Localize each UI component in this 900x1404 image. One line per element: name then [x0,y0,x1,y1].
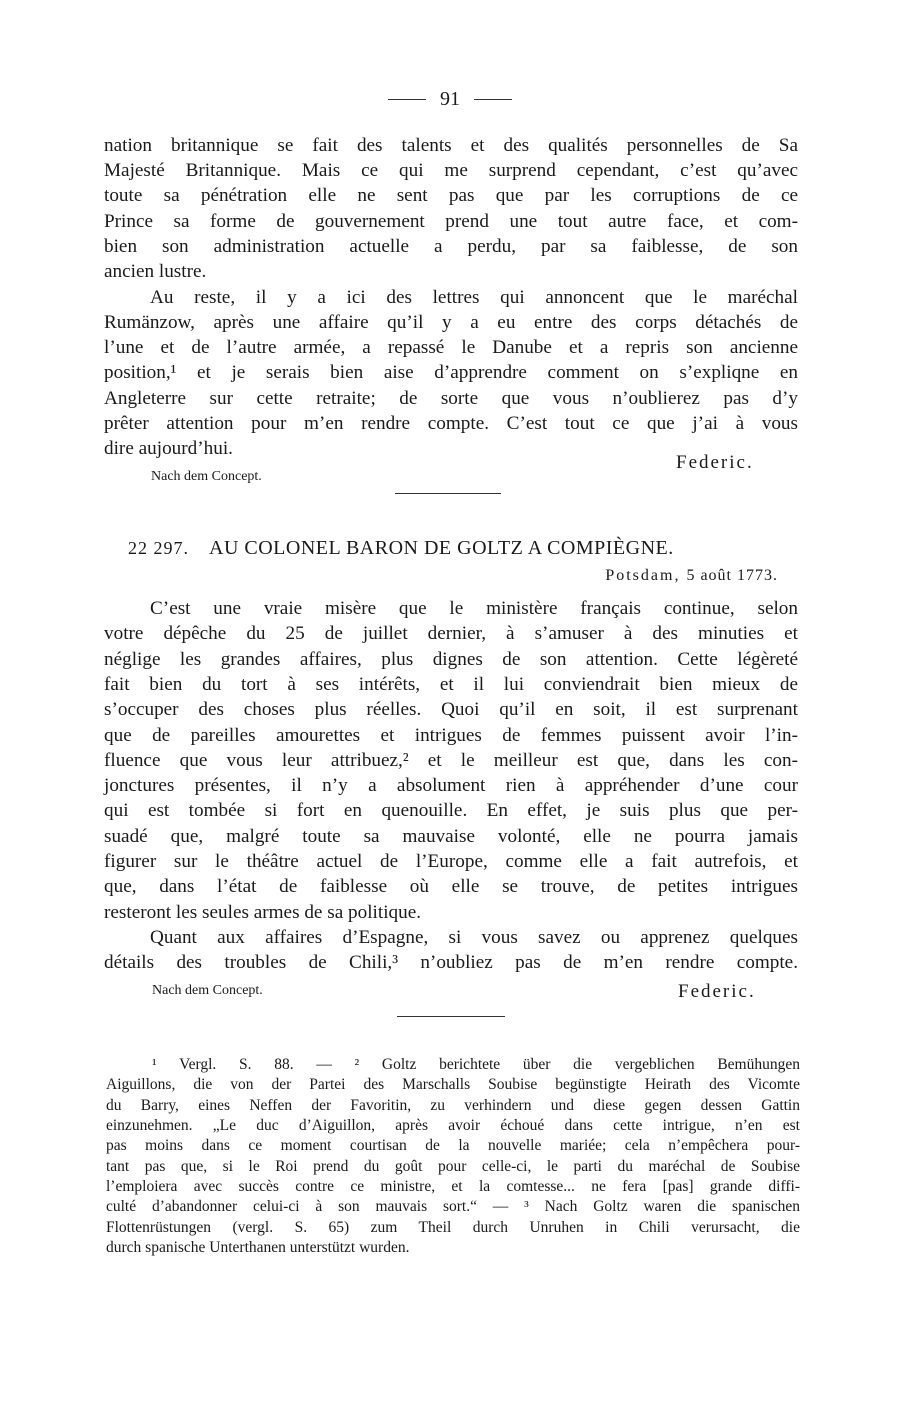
section-divider [397,1016,505,1017]
footnote-line: l’emploiera avec succès contre ce ministre, et la comtesse... ne fera [pas] grande diffi- [106,1178,800,1195]
text-line: resteront les seules armes de sa politique. [104,902,422,923]
text-line: position,¹ et je serais bien aise d’apprendre comment on s’expliqne en [104,362,798,383]
letter-address: AU COLONEL BARON DE GOLTZ A COMPIÈGNE. [209,537,674,559]
source-note: Nach dem Concept. [151,469,262,484]
footnote-line: ¹ Vergl. S. 88. — ² Goltz berichtete über die vergeblichen Bemühungen [152,1056,800,1073]
text-line: que, dans l’état de faiblesse où elle se trouve, de petites intrigues [104,876,798,897]
text-line: l’une et de l’autre armée, a repassé le Danube et a repris son ancienne [104,337,798,358]
letter-place-date [605,567,778,585]
signature: Federic. [676,452,754,473]
page-header [0,88,900,111]
text-line: que de pareilles amourettes et intrigues de femmes puissent avoir l’in- [104,725,798,746]
text-line: suadé que, malgré toute sa mauvaise volonté, elle ne pourra jamais [104,826,798,847]
footnote-line: tant pas que, si le Roi prend du goût pour celle-ci, le parti du maréchal de Soubise [106,1158,800,1175]
text-line: fait bien du tort à ses intérêts, et il lui conviendrait bien mieux de [104,674,798,695]
footnote-line: Aiguillons, die von der Partei des Marschalls Soubise begünstigte Heirath des Vicomte [106,1076,800,1093]
letter-heading [128,537,788,560]
footnote-line: einzunehmen. „Le duc d’Aiguillon, après avoir échoué dans cette intrigue, n’en est [106,1117,800,1134]
letter-number: 22 297. [128,538,189,558]
text-line: votre dépêche du 25 de juillet dernier, à s’amuser à des minuties et [104,623,798,644]
text-line: jonctures présentes, il n’y a absolument rien à appréhender d’une cour [104,775,798,796]
footnote-line: du Barry, eines Neffen der Favoritin, zu verhindern und diese gegen dessen Gattin [106,1097,800,1114]
text-line: s’occuper des choses plus réelles. Quoi qu’il en soit, il est surprenant [104,699,798,720]
signature: Federic. [678,981,756,1002]
text-line: Rumänzow, après une affaire qu’il y a eu entre des corps détachés de [104,312,798,333]
text-line: Quant aux affaires d’Espagne, si vous savez ou apprenez quelques [150,927,798,948]
text-line: C’est une vraie misère que le ministère français continue, selon [150,598,798,619]
footnote-line: Flottenrüstungen (vergl. S. 65) zum Theil durch Unruhen in Chili verursacht, die [106,1219,800,1236]
text-line: toute sa pénétration elle ne sent pas que par les corruptions de ce [104,185,798,206]
footnote-line: durch spanische Unterthanen unterstützt wurden. [106,1239,410,1256]
text-line: dire aujourd’hui. [104,438,233,459]
footnote-line: pas moins dans ce moment courtisan de la nouvelle mariée; cela n’empêchera pour- [106,1137,800,1154]
text-line: Au reste, il y a ici des lettres qui annoncent que le maréchal [150,287,798,308]
text-line: néglige les grandes affaires, plus dignes de son attention. Cette légèreté [104,649,798,670]
section-divider [395,493,501,494]
text-line: prêter attention pour m’en rendre compte. C’est tout ce que j’ai à vous [104,413,798,434]
text-line: nation britannique se fait des talents et des qualités personnelles de Sa [104,135,798,156]
text-line: Majesté Britannique. Mais ce qui me surprend cependant, c’est qu’avec [104,160,798,181]
text-line: Prince sa forme de gouvernement prend une tout autre face, et com- [104,211,798,232]
text-line: détails des troubles de Chili,³ n’oubliez pas de m’en rendre compte. [104,952,798,973]
source-note: Nach dem Concept. [152,983,263,998]
text-line: fluence que vous leur attribuez,² et le meilleur est que, dans les con- [104,750,798,771]
header-rule-left [388,99,426,100]
page-number: 91 [440,88,460,110]
footnote-line: culté d’abandonner celui-ci à son mauvais sort.“ — ³ Nach Goltz waren die spanischen [106,1198,800,1215]
header-rule-right [474,99,512,100]
text-line: ancien lustre. [104,261,207,282]
text-line: qui est tombée si fort en quenouille. En effet, je suis plus que per- [104,800,798,821]
letter-date: 5 août 1773. [686,567,778,584]
text-line: figurer sur le théâtre actuel de l’Europe, comme elle a fait autrefois, et [104,851,798,872]
text-line: Angleterre sur cette retraite; de sorte que vous n’oublierez pas d’y [104,388,798,409]
text-line: bien son administration actuelle a perdu, par sa faiblesse, de son [104,236,798,257]
letter-place: Potsdam, [605,567,681,584]
